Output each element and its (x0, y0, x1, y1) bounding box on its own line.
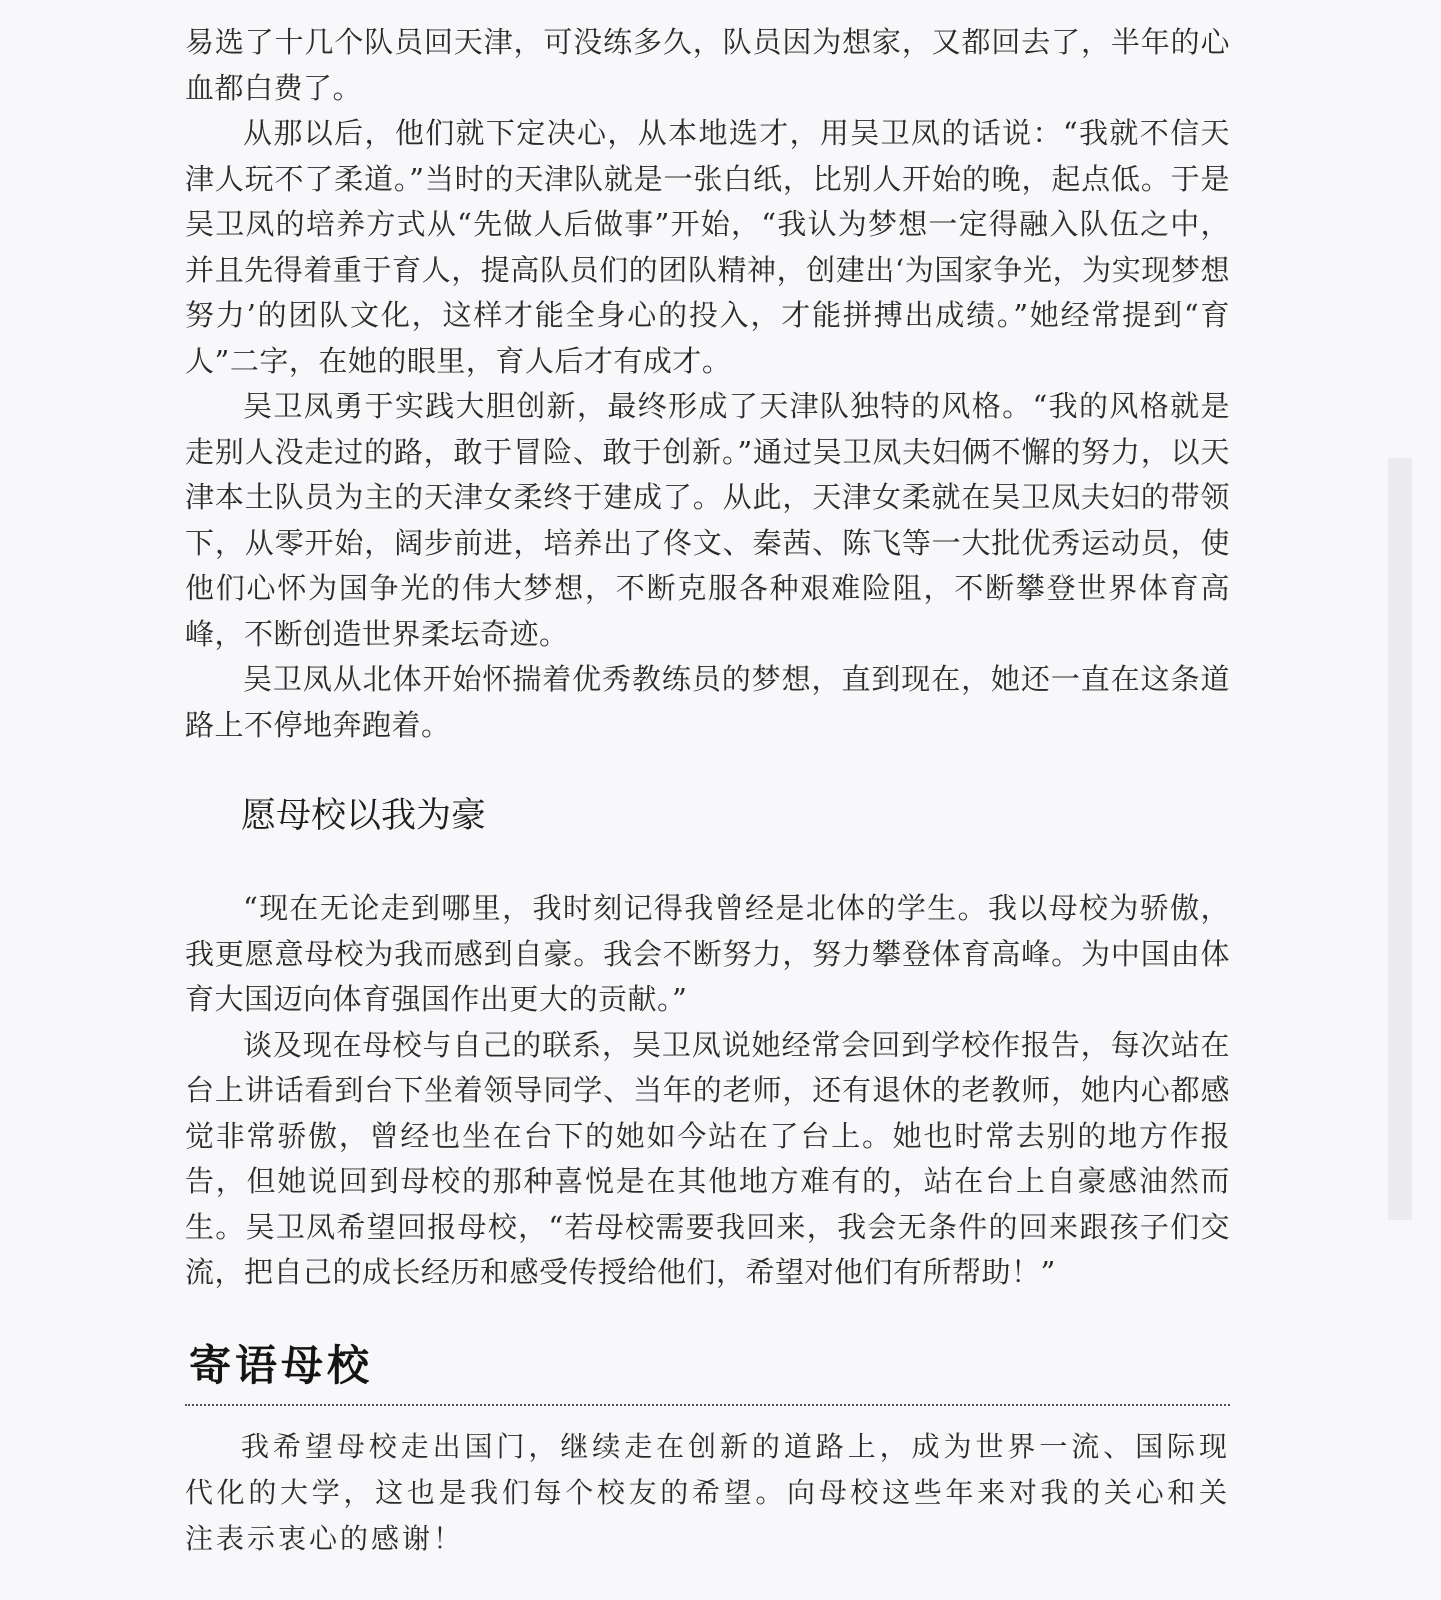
paragraph-local-talent: 从那以后，他们就下定决心，从本地选才，用吴卫凤的话说：“我就不信天津人玩不了柔道。”当时的天津队就是一张白纸，比别人开始的晚，起点低。于是吴卫凤的培养方式从“先做人后做事”开始，“我认为梦想一定得融入队伍之中，并且先得着重于育人，提高队员们的团队精神，创建出‘为国家争光，为实现梦想努力’的团队文化，这样才能全身心的投入，才能拼搏出成绩。”她经常提到“育人”二字，在她的眼里，育人后才有成才。 (185, 116, 1230, 378)
scrollbar-track[interactable] (1388, 458, 1412, 1220)
paragraph-team-style: 吴卫凤勇于实践大胆创新，最终形成了天津队独特的风格。“我的风格就是走别人没走过的路，敢于冒险、敢于创新。”通过吴卫凤夫妇俩不懈的努力，以天津本土队员为主的天津女柔终于建成了。从此，天津女柔就在吴卫凤夫妇的带领下，从零开始，阔步前进，培养出了佟文、秦茜、陈飞等一大批优秀运动员，使他们心怀为国争光的伟大梦想，不断克服各种艰难险阻，不断攀登世界体育高峰，不断创造世界柔坛奇迹。 (185, 389, 1230, 651)
section-title-proud: 愿母校以我为豪 (241, 796, 487, 836)
paragraph-coach-dream: 吴卫凤从北体开始怀揣着优秀教练员的梦想，直到现在，她还一直在这条道路上不停地奔跑着。 (185, 662, 1230, 742)
paragraph-quote: “现在无论走到哪里，我时刻记得我曾经是北体的学生。我以母校为骄傲，我更愿意母校为我而感到自豪。我会不断努力，努力攀登体育高峰。为中国由体育大国迈向体育强国作出更大的贡献。” (185, 891, 1230, 1016)
message-title: 寄语母校 (189, 1340, 374, 1390)
document-page (185, 20, 1230, 1562)
paragraph-continued: 易选了十几个队员回天津，可没练多久，队员因为想家，又都回去了，半年的心血都白费了。 (185, 25, 1230, 105)
paragraph-alma-mater: 谈及现在母校与自己的联系，吴卫凤说她经常会回到学校作报告，每次站在台上讲话看到台下坐着领导同学、当年的老师，还有退休的老教师，她内心都感觉非常骄傲，曾经也坐在台下的她如今站在了台上。她也时常去别的地方作报告，但她说回到母校的那种喜悦是在其他地方难有的，站在台上自豪感油然而生。吴卫凤希望回报母校，“若母校需要我回来，我会无条件的回来跟孩子们交流，把自己的成长经历和感受传授给他们，希望对他们有所帮助！” (185, 1027, 1230, 1289)
message-text: 我希望母校走出国门，继续走在创新的道路上，成为世界一流、国际现代化的大学，这也是我们每个校友的希望。向母校这些年来对我的关心和关注表示衷心的感谢！ (185, 1429, 1230, 1555)
dotted-divider (185, 1404, 1230, 1406)
